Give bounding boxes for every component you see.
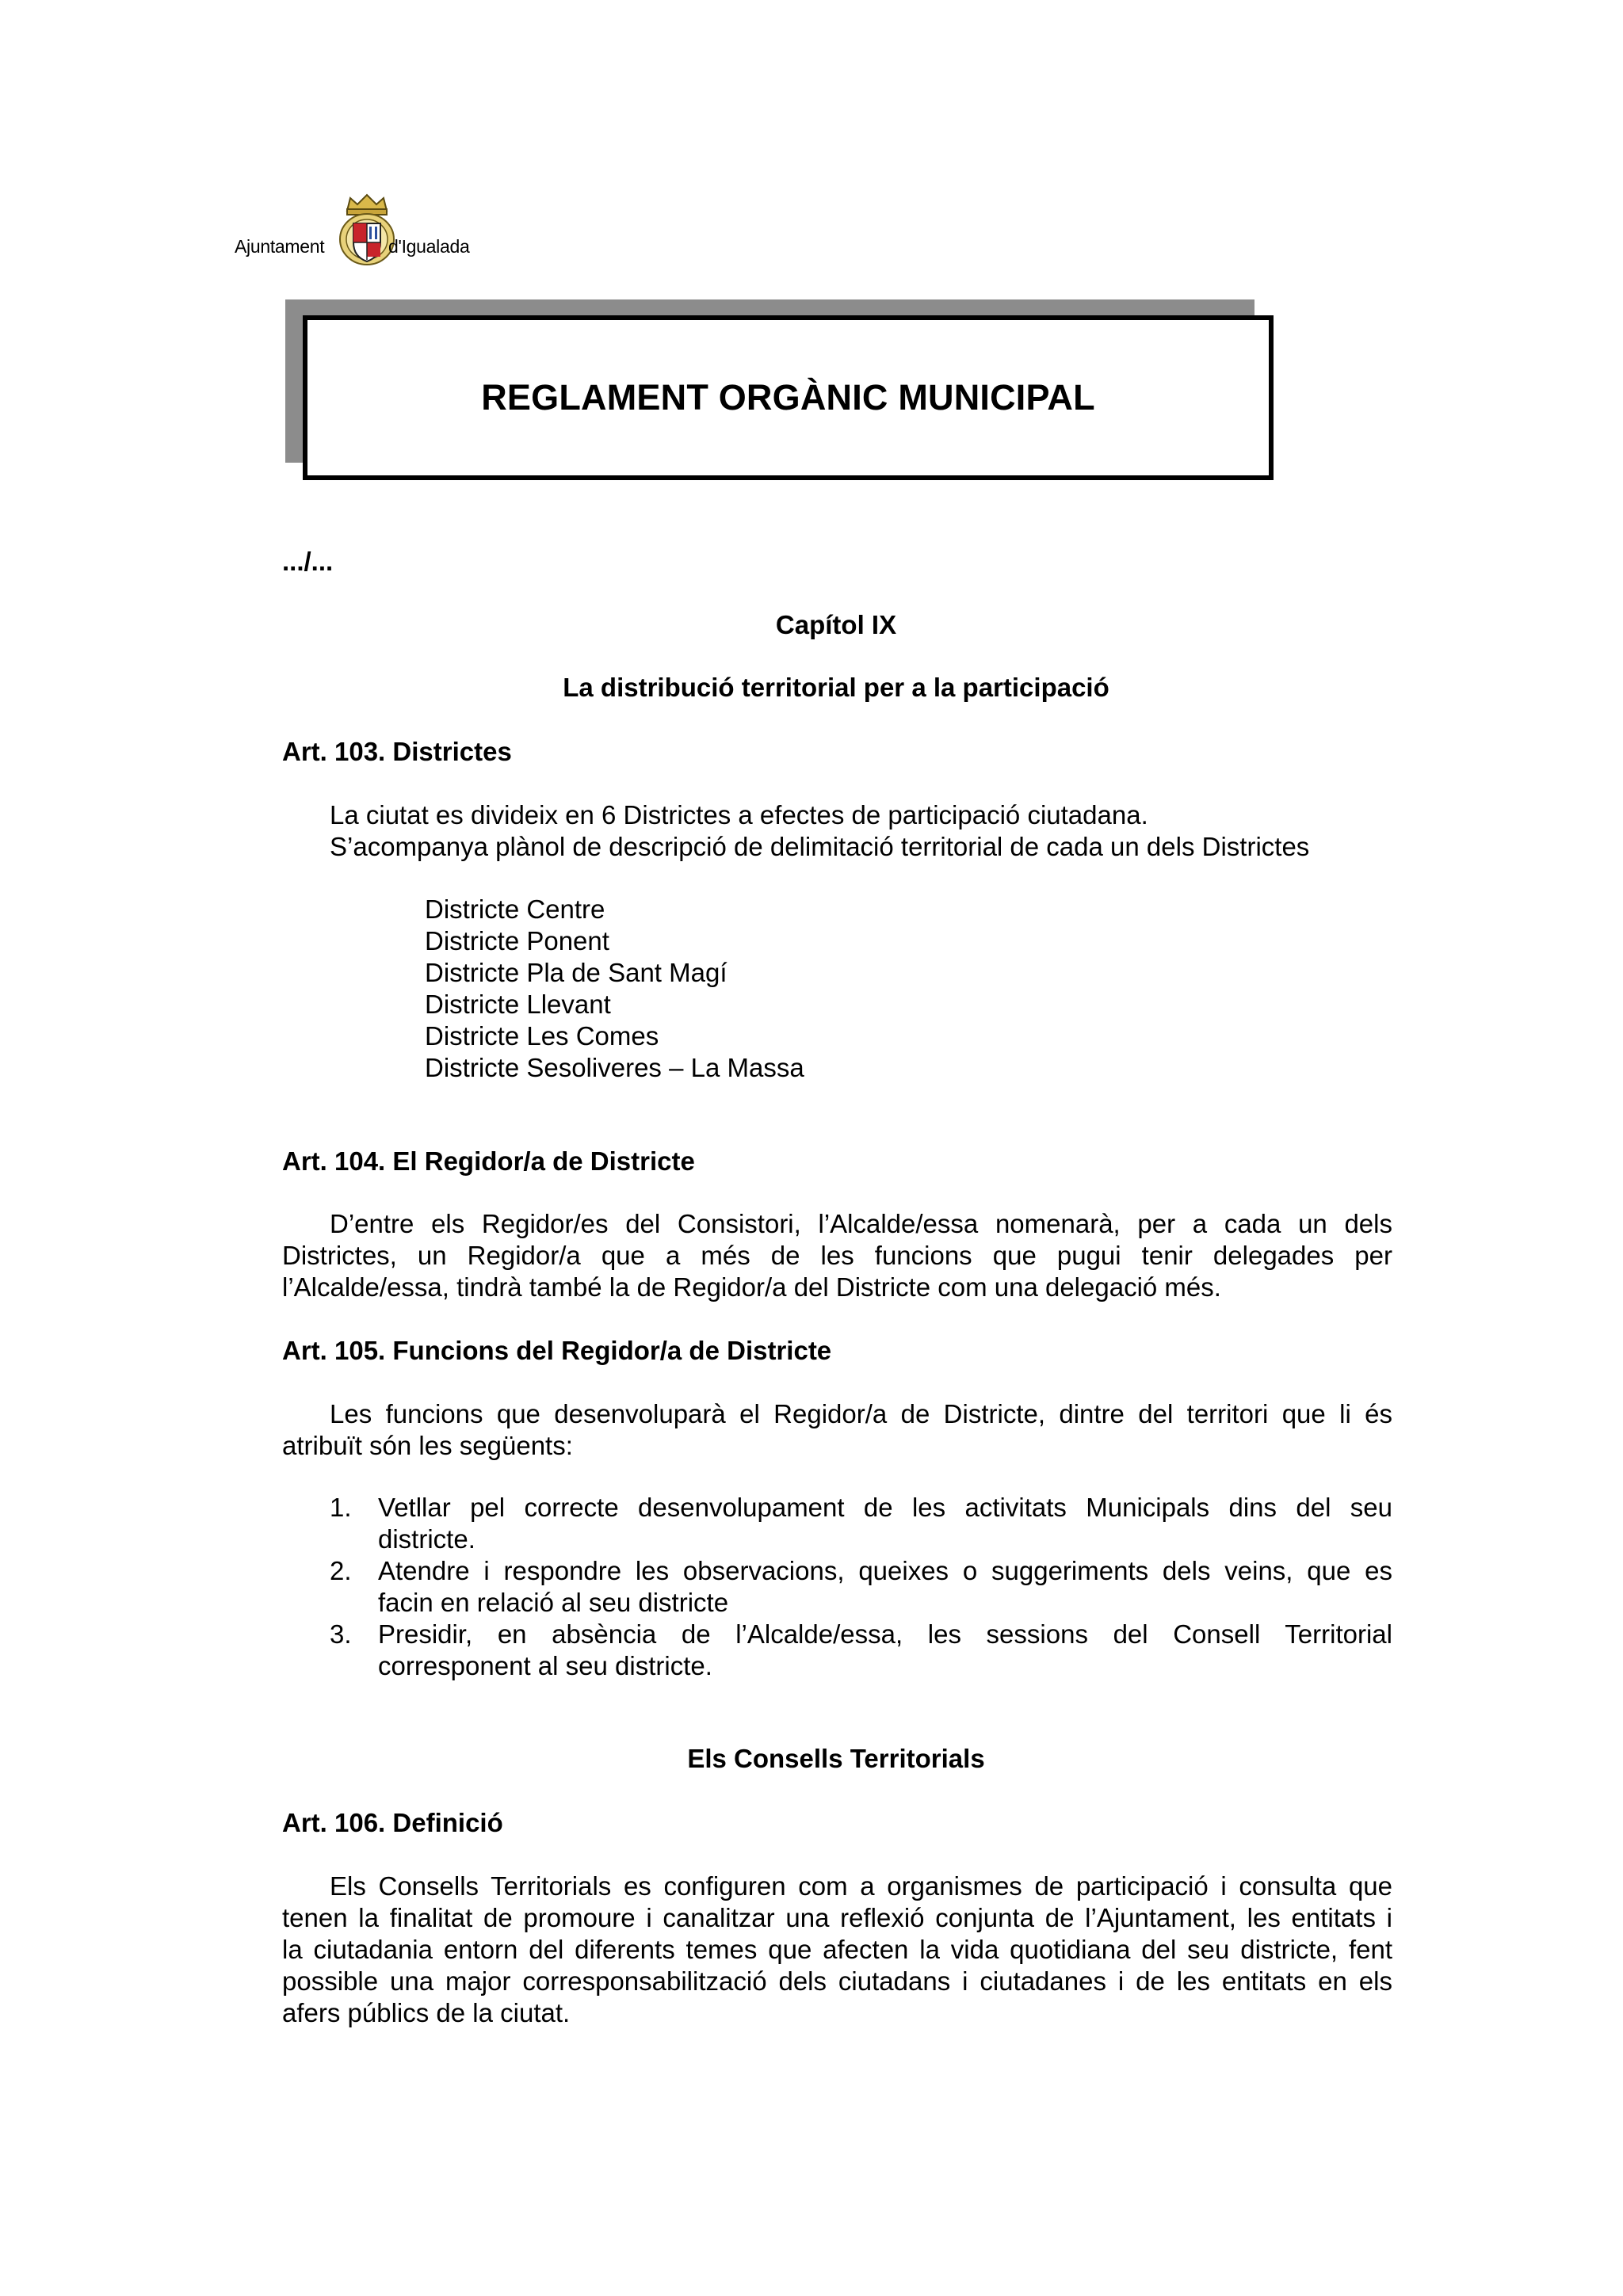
- paragraph-line: Les funcions que desenvoluparà el Regidor/a de Districte, dintre del territori que li és: [330, 1399, 1392, 1428]
- paragraph-line: Districtes, un Regidor/a que a més de les funcions que pugui tenir delegades per: [282, 1241, 1392, 1270]
- paragraph-line: possible una major corresponsabilització dels ciutadans i ciutadanes i de les entitats en els: [282, 1966, 1392, 1996]
- district-item: Districte Sesoliveres – La Massa: [425, 1053, 804, 1082]
- paragraph-line: tenen la finalitat de promoure i canalitzar una reflexió conjunta de l’Ajuntament, les entitats i: [282, 1903, 1392, 1932]
- list-item: [378, 1492, 1392, 1555]
- chapter-subtitle: La distribució territorial per a la participació: [563, 673, 1109, 702]
- paragraph-line: atribuït són les següents:: [282, 1431, 573, 1460]
- paragraph-line: l’Alcalde/essa, tindrà també la de Regidor/a del Districte com una delegació més.: [282, 1272, 1221, 1302]
- art-103-line: La ciutat es divideix en 6 Districtes a efectes de participació ciutadana.: [330, 800, 1148, 830]
- list-item-line: Atendre i respondre les observacions, queixes o suggeriments dels veins, que es: [378, 1556, 1392, 1585]
- paragraph-line: D’entre els Regidor/es del Consistori, l’Alcalde/essa nomenarà, per a cada un dels: [330, 1209, 1392, 1238]
- continuation-marker: .../...: [282, 547, 334, 576]
- list-item-line: Vetllar pel correcte desenvolupament de les activitats Municipals dins del seu: [378, 1493, 1392, 1522]
- list-number: 2.: [330, 1556, 352, 1585]
- document-title: REGLAMENT ORGÀNIC MUNICIPAL: [481, 377, 1095, 418]
- chapter-label: Capítol IX: [775, 610, 897, 639]
- art-103-line: S’acompanya plànol de descripció de delimitació territorial de cada un dels Districtes: [330, 832, 1310, 861]
- art-103-heading: Art. 103. Districtes: [282, 737, 512, 766]
- district-item: Districte Centre: [425, 894, 605, 924]
- art-104-paragraph: [282, 1208, 1392, 1303]
- list-item-line: corresponent al seu districte.: [378, 1651, 712, 1680]
- title-box: [303, 315, 1274, 480]
- art-106-heading: Art. 106. Definició: [282, 1808, 503, 1837]
- list-item: [378, 1555, 1392, 1619]
- art-105-heading: Art. 105. Funcions del Regidor/a de Districte: [282, 1336, 832, 1365]
- header-org-right: d'Igualada: [388, 236, 470, 257]
- art-106-paragraph: [282, 1871, 1392, 2029]
- paragraph-line: Els Consells Territorials es configuren com a organismes de participació i consulta que: [330, 1871, 1392, 1901]
- header-org-left: Ajuntament: [235, 236, 325, 257]
- paragraph-line: afers públics de la ciutat.: [282, 1998, 571, 2027]
- art-104-heading: Art. 104. El Regidor/a de Districte: [282, 1146, 695, 1176]
- list-item-line: districte.: [378, 1524, 475, 1554]
- list-item-line: facin en relació al seu districte: [378, 1588, 729, 1617]
- district-item: Districte Llevant: [425, 990, 611, 1019]
- list-number: 3.: [330, 1619, 352, 1649]
- section-heading: Els Consells Territorials: [687, 1744, 985, 1773]
- district-item: Districte Les Comes: [425, 1021, 659, 1051]
- district-item: Districte Ponent: [425, 926, 609, 955]
- list-item: [378, 1619, 1392, 1682]
- district-item: Districte Pla de Sant Magí: [425, 958, 727, 987]
- list-number: 1.: [330, 1493, 352, 1522]
- list-item-line: Presidir, en absència de l’Alcalde/essa, les sessions del Consell Territorial: [378, 1619, 1392, 1649]
- art-105-paragraph: [282, 1398, 1392, 1462]
- paragraph-line: la ciutadania entorn del diferents temes que afecten la vida quotidiana del seu districte, fent: [282, 1935, 1392, 1964]
